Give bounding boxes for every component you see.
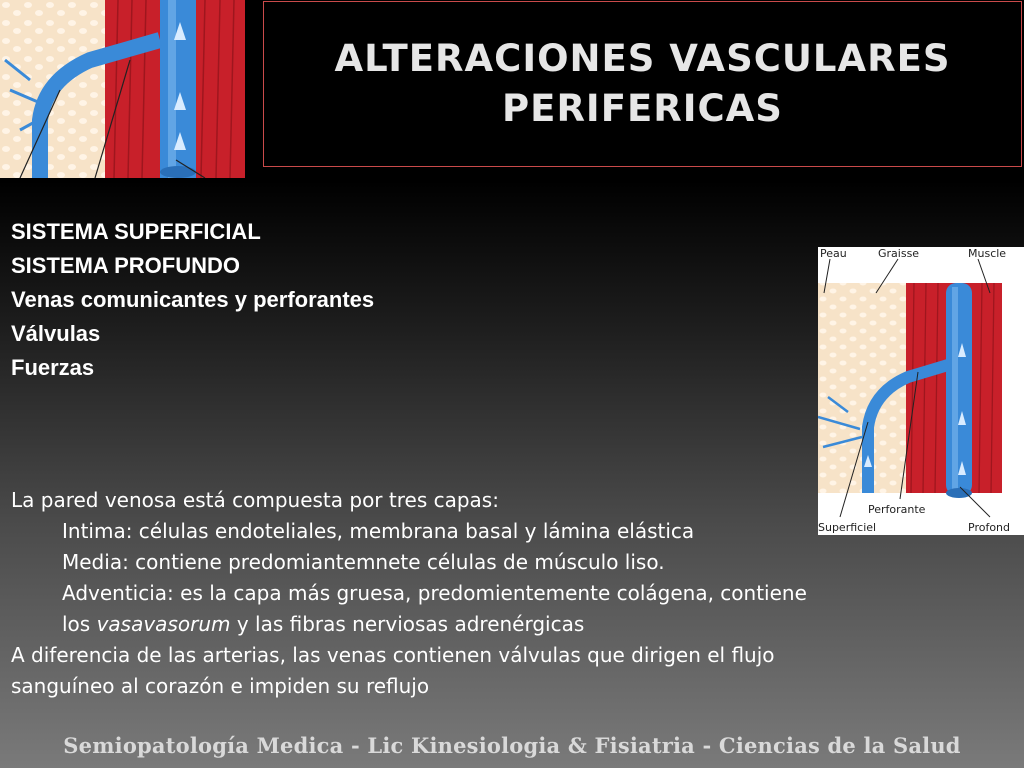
label-profond: Profond: [968, 521, 1011, 534]
adventicia-text-a: los: [62, 612, 97, 636]
body-text: [11, 485, 1016, 702]
list-item: Válvulas: [11, 321, 101, 346]
label-perforante: Perforante: [868, 503, 926, 516]
label-peau: Peau: [820, 247, 847, 260]
list-item: Venas comunicantes y perforantes: [11, 287, 375, 312]
wall-adventicia-line2: [11, 609, 1016, 640]
footer: Semiopatología Medica - Lic Kinesiologia & Fisiatria - Ciencias de la Salud: [63, 733, 961, 758]
label-muscle: Muscle: [968, 247, 1007, 260]
list-item: SISTEMA SUPERFICIAL: [11, 219, 261, 244]
list-item: Fuerzas: [11, 355, 95, 380]
title-box: [263, 1, 1022, 167]
label-superficiel: Superficiel: [818, 521, 877, 534]
label-graisse: Graisse: [878, 247, 920, 260]
wall-intima: Intima: células endoteliales, membrana basal y lámina elástica: [62, 519, 695, 543]
title-line-1: ALTERACIONES VASCULARES: [334, 37, 951, 80]
wall-media: Media: contiene predomiantemnete células de músculo liso.: [62, 550, 665, 574]
systems-list: [11, 215, 374, 385]
wall-intro: La pared venosa está compuesta por tres capas:: [11, 488, 499, 512]
diff-line1: A diferencia de las arterias, las venas contienen válvulas que dirigen el flujo: [11, 643, 775, 667]
adventicia-text-b: y las fibras nerviosas adrenérgicas: [230, 612, 585, 636]
list-item: SISTEMA PROFUNDO: [11, 253, 240, 278]
vasavasorum-term: vasavasorum: [96, 612, 231, 636]
title-line-2: PERIFERICAS: [502, 87, 783, 130]
vein-illustration-top: [0, 0, 245, 178]
diff-line2: sanguíneo al corazón e impiden su reflujo: [11, 674, 430, 698]
wall-adventicia-line1: Adventicia: es la capa más gruesa, predomientemente colágena, contiene: [62, 581, 807, 605]
